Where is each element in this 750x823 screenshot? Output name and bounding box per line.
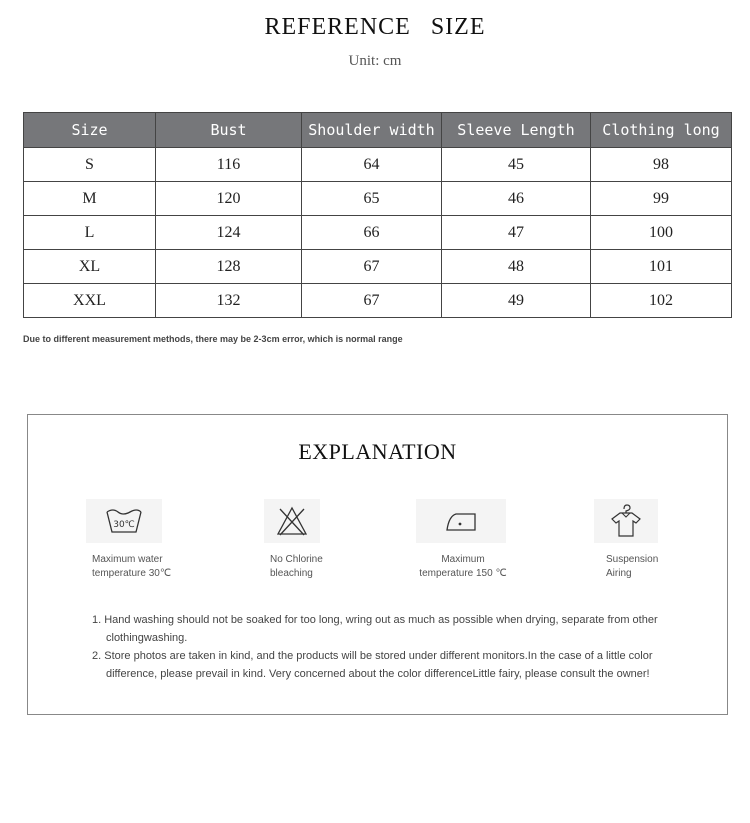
column-header: Sleeve Length: [442, 113, 591, 148]
table-cell: 102: [591, 284, 732, 318]
column-header: Shoulder width: [302, 113, 442, 148]
table-cell: 100: [591, 216, 732, 250]
instruction-item: 1. Hand washing should not be soaked for too long, wring out as much as possible when drying, separate from other clothingwashing.: [92, 614, 658, 644]
table-cell: 120: [156, 182, 302, 216]
care-label-line: Suspension: [606, 554, 659, 565]
table-cell: 67: [302, 250, 442, 284]
column-header: Clothing long: [591, 113, 732, 148]
care-label-line: Maximum water: [92, 554, 163, 565]
unit-label: Unit: cm: [348, 53, 402, 69]
column-header: Size: [24, 113, 156, 148]
table-cell: 64: [302, 148, 442, 182]
table-cell: XXL: [24, 284, 156, 318]
care-label: [418, 553, 508, 581]
care-instructions: [92, 611, 672, 683]
table-cell: 132: [156, 284, 302, 318]
title-word-reference: REFERENCE: [264, 14, 411, 40]
measurement-note: Due to different measurement methods, there may be 2-3cm error, which is normal range: [23, 334, 403, 344]
instruction-item: 2. Store photos are taken in kind, and the products will be stored under different monitors.In the case of a little color difference, please prevail in kind. Very concerned about the color differenceLittle fairy, please consult the owner!: [92, 650, 653, 680]
wash-30-icon: [86, 499, 162, 543]
table-row: [24, 216, 732, 250]
table-cell: 45: [442, 148, 591, 182]
care-label-line: temperature 30℃: [92, 568, 172, 579]
table-cell: 116: [156, 148, 302, 182]
care-label-line: Airing: [606, 568, 632, 579]
care-label: [606, 553, 658, 581]
hang-dry-icon: [594, 499, 658, 543]
table-cell: S: [24, 148, 156, 182]
wash-temp-text: 30℃: [113, 520, 135, 530]
care-label-line: No Chlorine: [270, 554, 323, 565]
care-label-line: temperature 150 ℃: [419, 568, 507, 579]
table-cell: 99: [591, 182, 732, 216]
table-cell: 101: [591, 250, 732, 284]
table-cell: 98: [591, 148, 732, 182]
table-row: [24, 182, 732, 216]
care-item-wash: [86, 499, 171, 581]
table-cell: 47: [442, 216, 591, 250]
column-header: Bust: [156, 113, 302, 148]
page-title: [0, 14, 750, 41]
table-header-row: [24, 113, 732, 148]
care-label: [270, 553, 323, 581]
table-cell: 65: [302, 182, 442, 216]
table-cell: 66: [302, 216, 442, 250]
table-cell: 124: [156, 216, 302, 250]
table-cell: 67: [302, 284, 442, 318]
no-bleach-icon: [264, 499, 320, 543]
care-label-line: Maximum: [441, 554, 485, 565]
title-word-size: SIZE: [430, 14, 486, 40]
care-item-hang: [594, 499, 658, 581]
size-table: [23, 112, 732, 318]
table-cell: L: [24, 216, 156, 250]
table-cell: 128: [156, 250, 302, 284]
care-label: [92, 553, 171, 581]
table-cell: 48: [442, 250, 591, 284]
iron-150-icon: [416, 499, 506, 543]
explanation-title: EXPLANATION: [298, 439, 457, 464]
table-row: [24, 284, 732, 318]
table-cell: M: [24, 182, 156, 216]
care-item-bleach: [264, 499, 323, 581]
table-row: [24, 250, 732, 284]
explanation-panel: [27, 414, 728, 715]
table-cell: 46: [442, 182, 591, 216]
table-row: [24, 148, 732, 182]
care-label-line: bleaching: [270, 568, 313, 579]
care-item-iron: [416, 499, 508, 581]
table-cell: 49: [442, 284, 591, 318]
table-cell: XL: [24, 250, 156, 284]
